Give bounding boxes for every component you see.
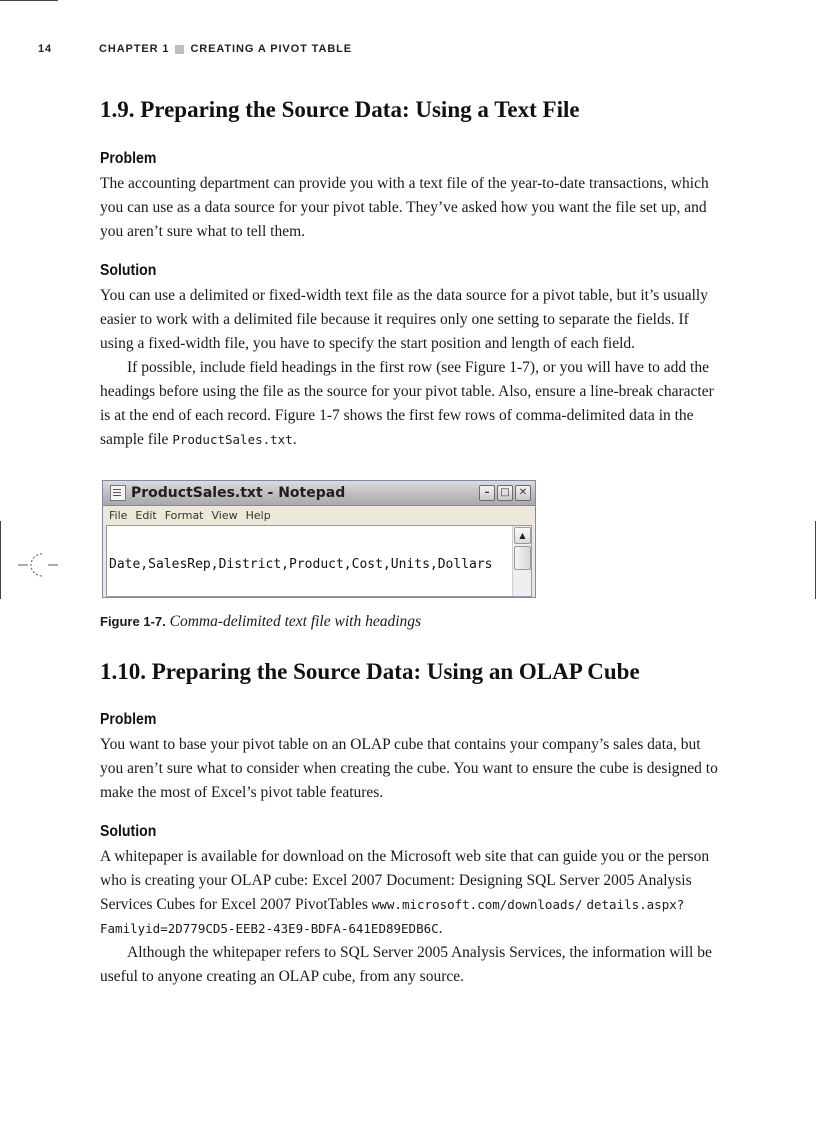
- download-url-part-2: details.aspx?Familyid=2D779CD5-EEB2-43E9-BDFA-641ED89EDB6C: [100, 897, 685, 936]
- menu-file[interactable]: File: [109, 508, 128, 522]
- crop-line-top: [0, 0, 58, 1]
- solution-text-end: .: [438, 920, 443, 937]
- notepad-title-bar: [103, 481, 535, 506]
- close-button[interactable]: ✕: [515, 485, 531, 501]
- notepad-icon: [110, 485, 126, 501]
- solution-paragraph-1: [100, 845, 720, 941]
- page-number: 14: [38, 43, 53, 55]
- solution-paragraph-2: [100, 356, 720, 452]
- window-title: ProductSales.txt - Notepad: [131, 485, 346, 501]
- separator-square-icon: [175, 45, 184, 54]
- problem-paragraph: The accounting department can provide you with a text file of the year-to-date transactions, which you can use as a data source for your pivot table. They’ve asked how you want the file set up, and you aren’t sure what to tell them.: [100, 175, 709, 240]
- chapter-title: CREATING A PIVOT TABLE: [190, 43, 353, 55]
- notepad-text-area[interactable]: [106, 525, 532, 597]
- text-content: [109, 526, 509, 596]
- menu-help[interactable]: Help: [245, 508, 271, 522]
- download-url-part-1: www.microsoft.com/downloads/: [371, 897, 583, 912]
- problem-paragraph: You want to base your pivot table on an OLAP cube that contains your company’s sales data, but you aren’t sure what to consider when creating the cube. You want to ensure the cube is designed to make the most of Excel’s pivot table features.: [100, 736, 718, 801]
- menu-format[interactable]: Format: [164, 508, 204, 522]
- problem-heading: Problem: [100, 711, 157, 728]
- menu-bar: [103, 506, 535, 524]
- text-line: Date,SalesRep,District,Product,Cost,Units,Dollars: [109, 557, 493, 572]
- vertical-scrollbar[interactable]: [512, 526, 531, 596]
- notepad-window: [102, 480, 536, 598]
- section-title-1-9: 1.9. Preparing the Source Data: Using a Text File: [100, 97, 580, 122]
- figure-caption: [100, 612, 720, 632]
- maximize-button[interactable]: □: [497, 485, 513, 501]
- figure-caption-label: Figure 1-7.: [100, 614, 166, 629]
- solution-text: If possible, include field headings in the first row (see Figure 1-7), or you will have to add the headings before using the file as the source for your pivot table. Also, ensure a line-break character is at the end of each record. Figure 1-7 shows the first few rows of comma-delimited data in the sample file: [100, 359, 714, 448]
- filename-code: ProductSales.txt: [172, 432, 293, 447]
- menu-edit[interactable]: Edit: [135, 508, 157, 522]
- solution-paragraph-1: You can use a delimited or fixed-width text file as the data source for a pivot table, but it’s usually easier to work with a delimited file because it requires only one setting to separate the fields. If using a fixed-width file, you have to specify the start position and length of each field.: [100, 287, 708, 352]
- solution-text-end: .: [292, 431, 297, 448]
- solution-paragraph-2: Although the whitepaper refers to SQL Server 2005 Analysis Services, the information will be useful to anyone creating an OLAP cube, from any source.: [100, 944, 712, 985]
- scroll-thumb[interactable]: [514, 546, 531, 570]
- section-title-1-10: 1.10. Preparing the Source Data: Using an OLAP Cube: [100, 659, 640, 684]
- window-controls: [479, 485, 531, 501]
- registration-mark-icon: [18, 551, 58, 579]
- solution-heading: Solution: [100, 823, 157, 840]
- solution-text: A whitepaper is available for download on the Microsoft web site that can guide you or the person who is creating your OLAP cube: Excel 2007 Document: Designing SQL Server 2005 Analysis Services Cubes for Excel 2007 PivotTables: [100, 848, 710, 913]
- problem-heading: Problem: [100, 150, 157, 167]
- chapter-label: CHAPTER 1: [99, 43, 170, 55]
- figure-caption-text: Comma-delimited text file with headings: [169, 613, 422, 630]
- page-content: [100, 96, 720, 989]
- scroll-up-icon[interactable]: ▲: [514, 527, 531, 544]
- solution-heading: Solution: [100, 262, 157, 279]
- crop-mark-left: [0, 521, 1, 599]
- minimize-button[interactable]: –: [479, 485, 495, 501]
- running-head: [38, 43, 738, 55]
- menu-view[interactable]: View: [211, 508, 238, 522]
